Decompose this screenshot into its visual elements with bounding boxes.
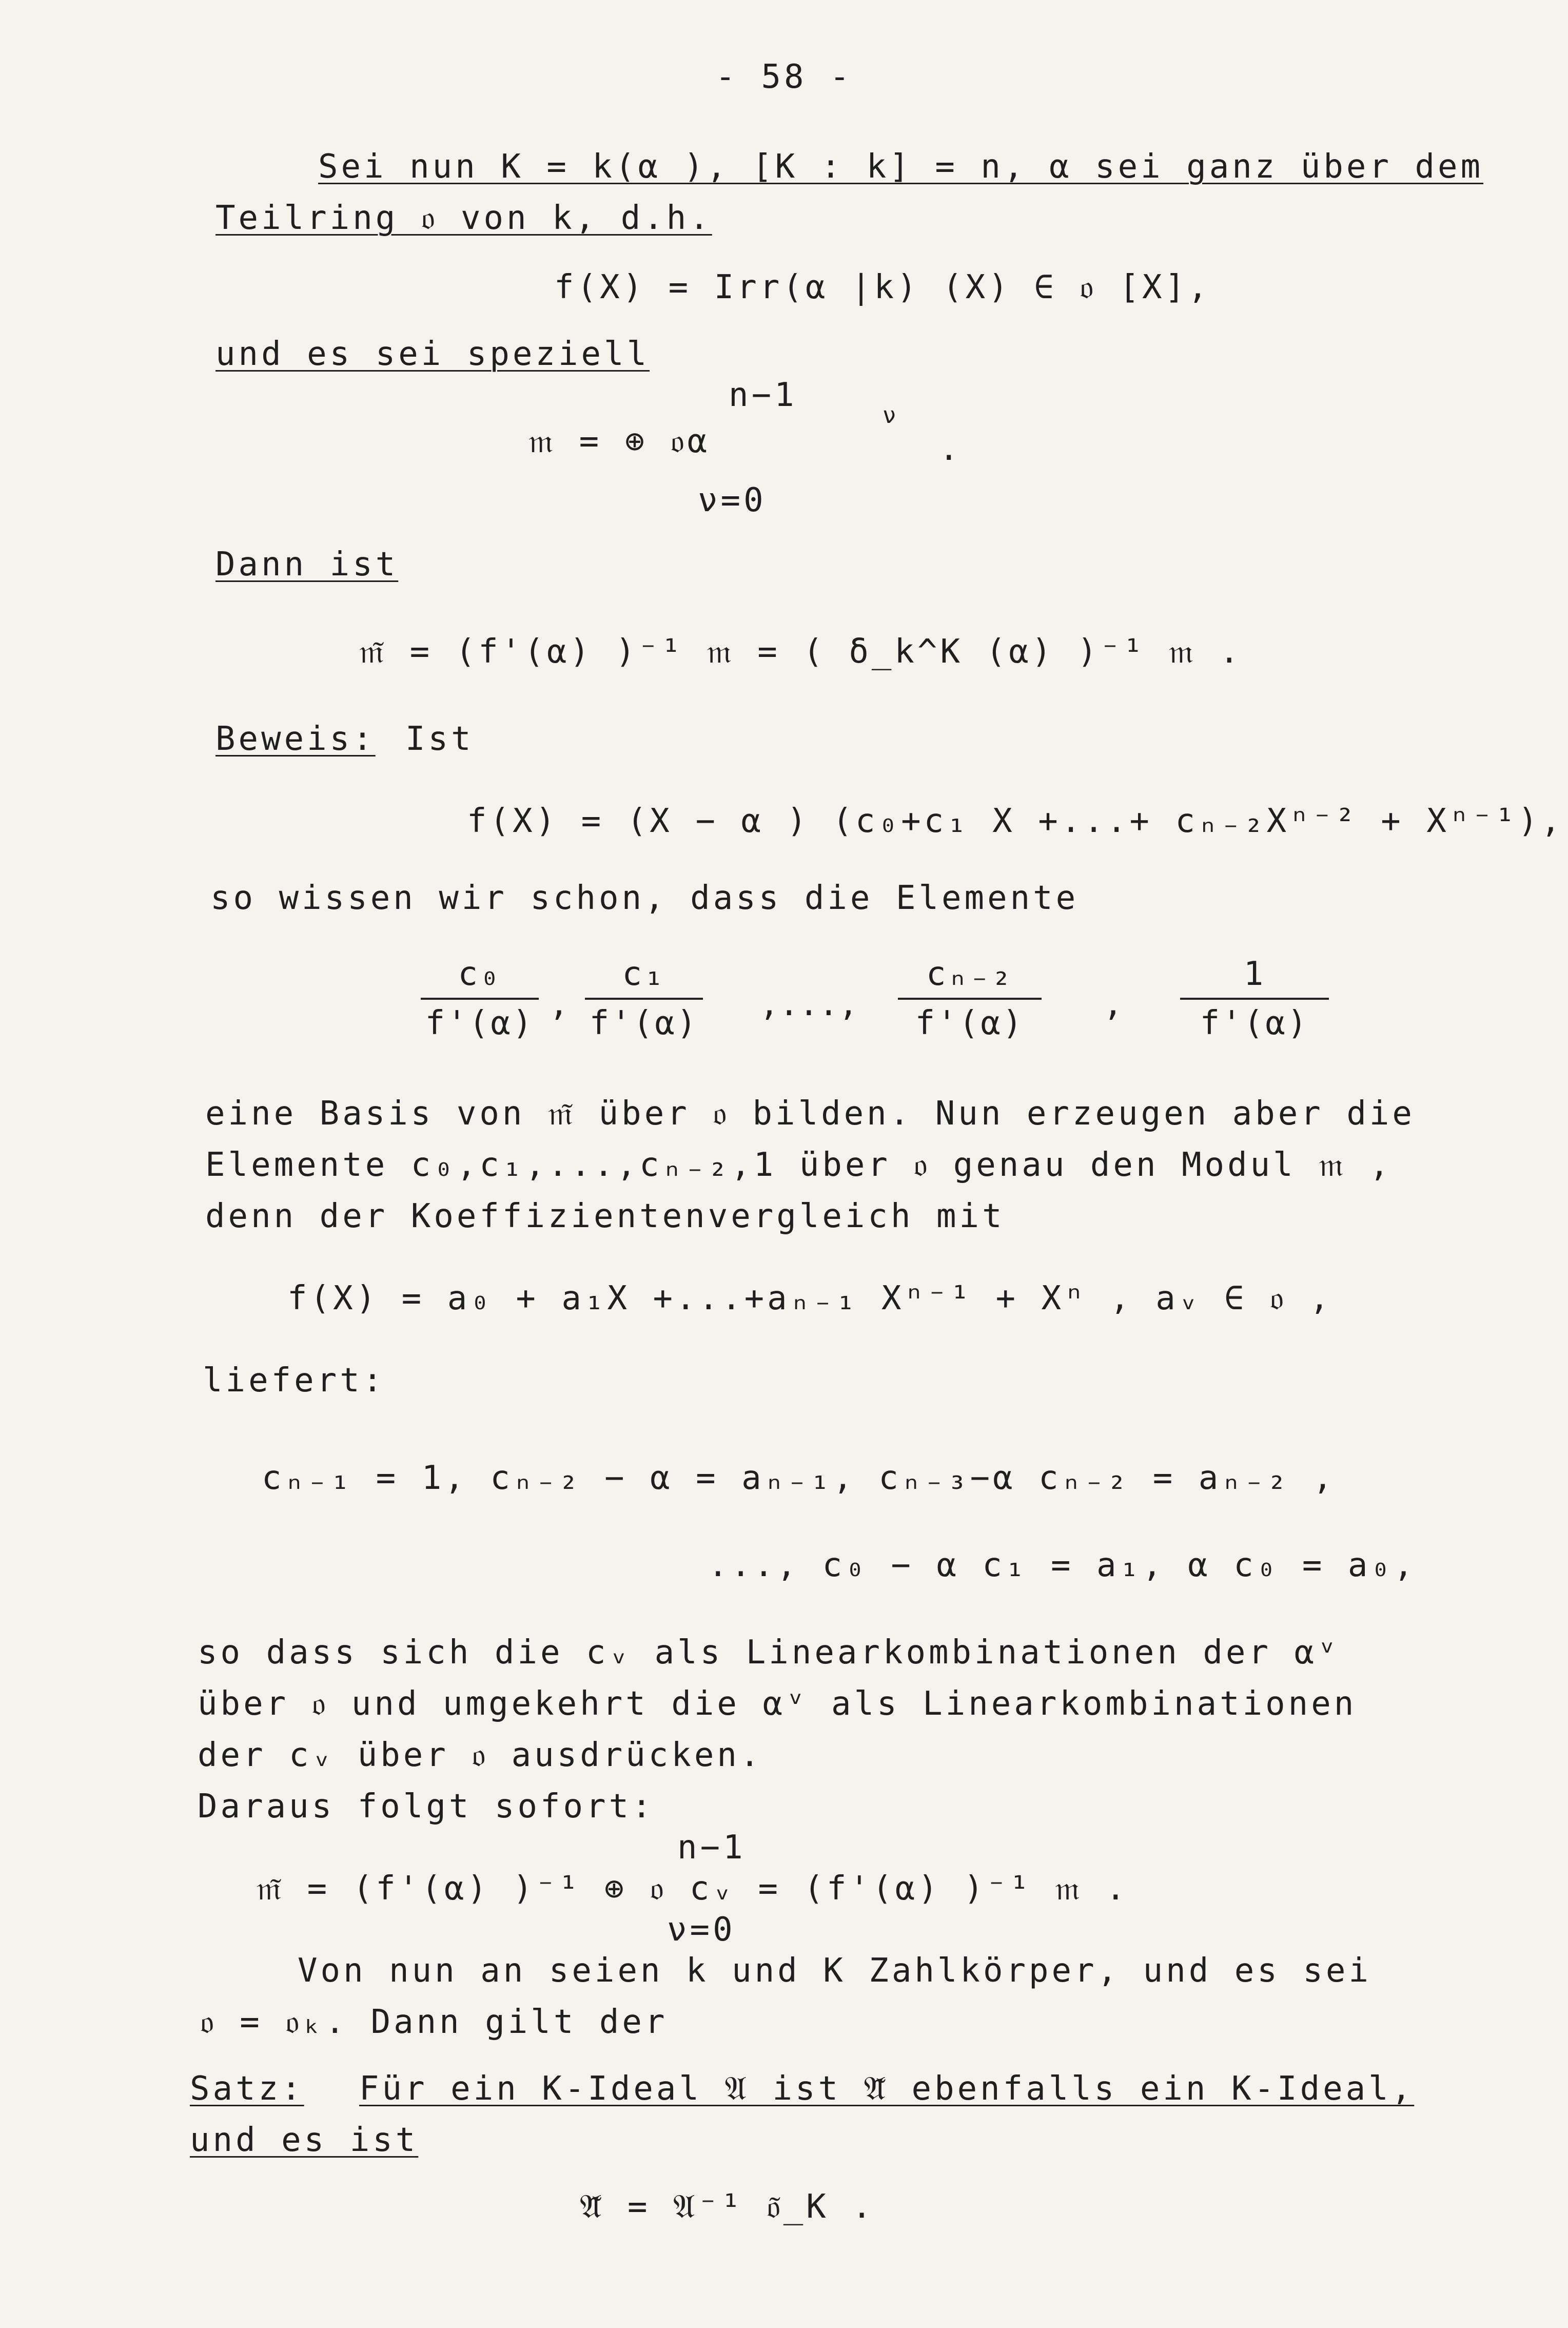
- page-number: - 58 -: [715, 58, 853, 96]
- line-elemente: Elemente c₀,c₁,...,cₙ₋₂,1 über 𝔬 genau den Modul 𝔪 ,: [205, 1146, 1393, 1184]
- equation-factorization: f(X) = (X − α ) (c₀+c₁ X +...+ cₙ₋₂Xⁿ⁻² + Xⁿ⁻¹),: [467, 802, 1564, 840]
- sum-lower-limit: ν=0: [698, 481, 767, 519]
- proof-label: Beweis:: [215, 720, 376, 758]
- sum-lower-limit-2: ν=0: [667, 1911, 736, 1949]
- fraction-separator: ,...,: [759, 985, 858, 1023]
- theorem-label: Satz:: [190, 2070, 304, 2108]
- line-intro: Sei nun K = k(α ), [K : k] = n, α sei ganz über dem: [318, 148, 1484, 186]
- equation-polynomial: f(X) = a₀ + a₁X +...+aₙ₋₁ Xⁿ⁻¹ + Xⁿ , aᵥ ∈ 𝔬 ,: [287, 1279, 1332, 1317]
- line-speziell: und es sei speziell: [215, 335, 650, 373]
- fraction-denominator: f'(α): [1200, 1004, 1309, 1042]
- fraction-bar: [585, 998, 703, 1000]
- line-so-wissen: so wissen wir schon, dass die Elemente: [210, 879, 1079, 917]
- equation-coefficients-2: ..., c₀ − α c₁ = a₁, α c₀ = a₀,: [708, 1546, 1417, 1584]
- equation-m-tilde: 𝔪̃ = (f'(α) )⁻¹ 𝔪 = ( δ_k^K (α) )⁻¹ 𝔪 .: [359, 633, 1242, 671]
- fraction-denominator: f'(α): [425, 1004, 535, 1042]
- sum-upper-limit-2: n−1: [677, 1829, 746, 1867]
- equation-ideal-tilde: 𝔄̃ = 𝔄⁻¹ 𝔬̃_K .: [580, 2188, 875, 2226]
- period-mark: .: [939, 430, 962, 468]
- fraction-separator: ,: [549, 985, 569, 1023]
- line-und-es-ist: und es ist: [190, 2121, 419, 2159]
- fraction-bar: [898, 998, 1042, 1000]
- fraction-denominator: f'(α): [589, 1004, 699, 1042]
- line-liefert: liefert:: [203, 1362, 386, 1400]
- line-koeffizientenvergleich: denn der Koeffizientenvergleich mit: [205, 1197, 1005, 1235]
- fraction-c0: [421, 955, 539, 1043]
- line-dann-ist: Dann ist: [215, 546, 399, 584]
- sum-upper-limit: n−1: [729, 376, 797, 414]
- line-so-dass: so dass sich die cᵥ als Linearkombinationen der αᵛ: [198, 1634, 1340, 1672]
- fraction-numerator: cₙ₋₂: [926, 955, 1014, 993]
- fraction-numerator: 1: [1243, 955, 1266, 993]
- equation-irr: f(X) = Irr(α |k) (X) ∈ 𝔬 [X],: [554, 268, 1211, 306]
- proof-ist: Ist: [405, 720, 474, 758]
- fraction-c1: [585, 955, 703, 1043]
- line-teilring: Teilring 𝔬 von k, d.h.: [215, 199, 712, 237]
- line-zahlkoerper: Von nun an seien k und K Zahlkörper, und es sei: [298, 1952, 1371, 1990]
- line-eine-basis: eine Basis von 𝔪̃ über 𝔬 bilden. Nun erzeugen aber die: [205, 1095, 1415, 1133]
- line-ueber: über 𝔬 und umgekehrt die αᵛ als Linearkombinationen: [198, 1685, 1357, 1723]
- fraction-numerator: c₀: [458, 955, 502, 993]
- fraction-cn-2: [898, 955, 1042, 1043]
- theorem-statement: Für ein K-Ideal 𝔄 ist 𝔄̃ ebenfalls ein K-Ideal,: [359, 2070, 1415, 2108]
- exponent-nu: ν: [883, 402, 899, 429]
- fraction-one: [1180, 955, 1329, 1043]
- line-daraus: Daraus folgt sofort:: [198, 1788, 655, 1826]
- fraction-numerator: c₁: [622, 955, 666, 993]
- fraction-separator: ,: [1103, 985, 1123, 1023]
- equation-coefficients-1: cₙ₋₁ = 1, cₙ₋₂ − α = aₙ₋₁, cₙ₋₃−α cₙ₋₂ = aₙ₋₂ ,: [262, 1459, 1336, 1497]
- fraction-denominator: f'(α): [915, 1004, 1025, 1042]
- fraction-bar: [1180, 998, 1329, 1000]
- equation-m-tilde-proof: 𝔪̃ = (f'(α) )⁻¹ ⊕ 𝔬 cᵥ = (f'(α) )⁻¹ 𝔪 .: [257, 1870, 1129, 1908]
- line-dann-gilt: 𝔬 = 𝔬ₖ. Dann gilt der: [200, 2003, 668, 2041]
- equation-module-m: 𝔪 = ⊕ 𝔬α: [528, 422, 711, 460]
- fraction-bar: [421, 998, 539, 1000]
- line-der-c: der cᵥ über 𝔬 ausdrücken.: [198, 1736, 763, 1774]
